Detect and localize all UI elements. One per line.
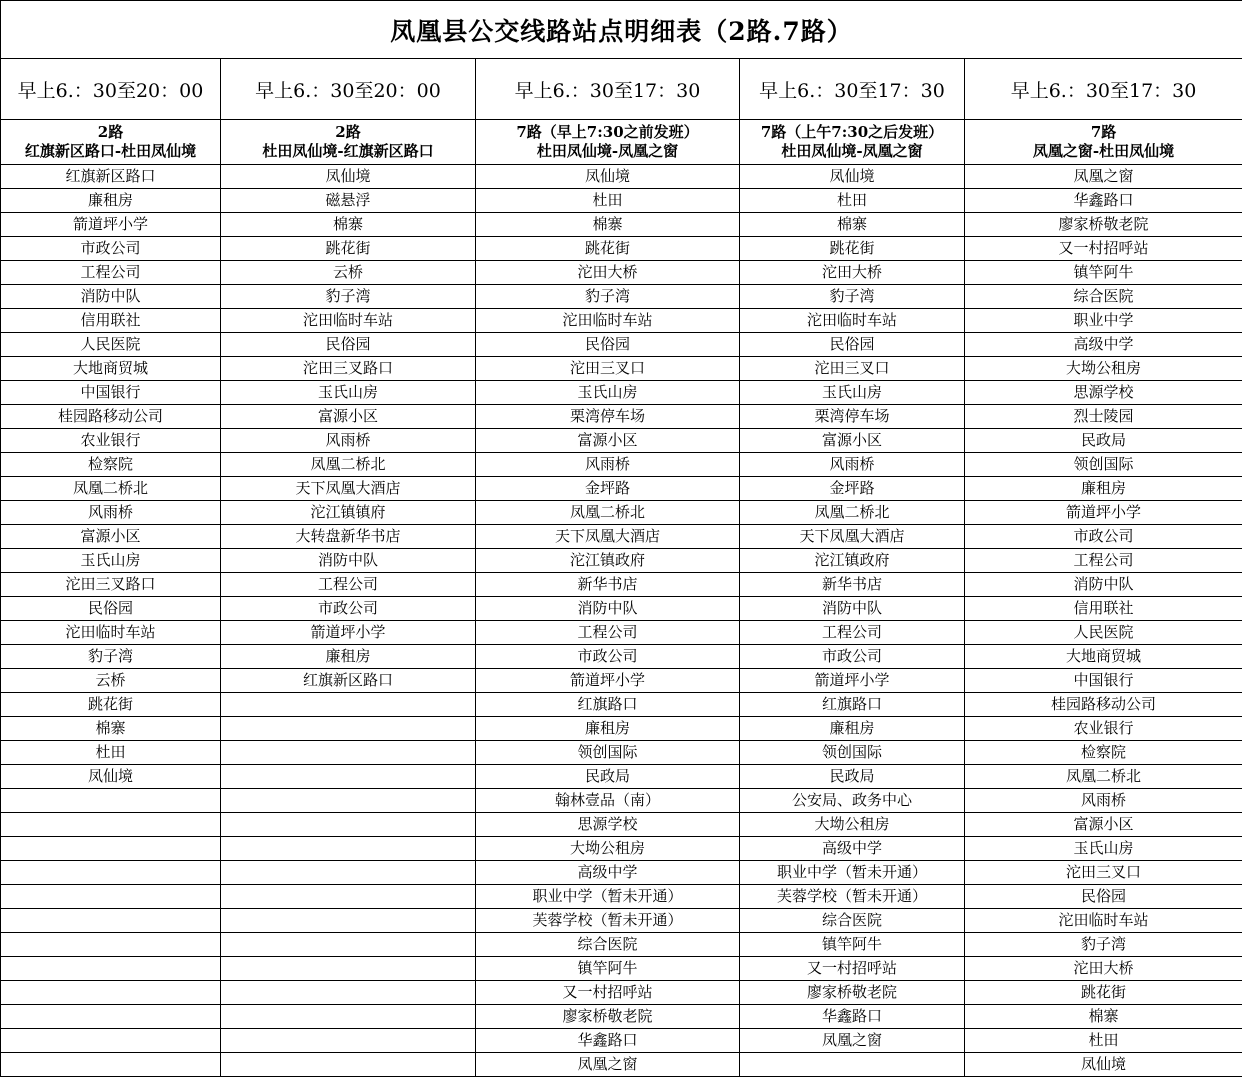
stop-cell: 市政公司 xyxy=(965,525,1242,549)
stop-cell: 跳花街 xyxy=(965,981,1242,1005)
stop-cell: 沱田大桥 xyxy=(476,261,740,285)
stop-cell: 富源小区 xyxy=(221,405,476,429)
stop-cell: 烈士陵园 xyxy=(965,405,1242,429)
stop-cell: 富源小区 xyxy=(740,429,965,453)
stop-cell: 沱田临时车站 xyxy=(740,309,965,333)
stop-row xyxy=(1,813,1242,837)
stop-cell: 凤凰之窗 xyxy=(740,1029,965,1053)
service-hours-cell: 早上6.：30至17：30 xyxy=(965,59,1242,120)
stop-cell: 镇竿阿牛 xyxy=(476,957,740,981)
stop-cell xyxy=(1,1029,221,1053)
stop-cell: 天下凤凰大酒店 xyxy=(221,477,476,501)
stop-row xyxy=(1,213,1242,237)
stop-cell: 凤仙境 xyxy=(476,165,740,189)
stop-cell: 职业中学（暂未开通） xyxy=(740,861,965,885)
stop-cell: 综合医院 xyxy=(476,933,740,957)
stop-cell: 消防中队 xyxy=(476,597,740,621)
stop-cell: 沱田大桥 xyxy=(740,261,965,285)
stop-cell: 红旗路口 xyxy=(740,693,965,717)
stop-cell: 沱田临时车站 xyxy=(965,909,1242,933)
stop-cell: 检察院 xyxy=(1,453,221,477)
stop-cell: 金坪路 xyxy=(476,477,740,501)
stop-cell xyxy=(1,933,221,957)
stop-cell: 玉氏山房 xyxy=(740,381,965,405)
stop-cell xyxy=(221,741,476,765)
stop-cell: 廉租房 xyxy=(221,645,476,669)
stop-cell: 凤凰之窗 xyxy=(965,165,1242,189)
stop-cell: 高级中学 xyxy=(740,837,965,861)
stop-cell: 市政公司 xyxy=(476,645,740,669)
stop-cell: 凤仙境 xyxy=(221,165,476,189)
stop-cell: 综合医院 xyxy=(740,909,965,933)
stop-cell: 领创国际 xyxy=(740,741,965,765)
stop-cell: 民政局 xyxy=(476,765,740,789)
stop-cell: 沱田大桥 xyxy=(965,957,1242,981)
stop-cell xyxy=(221,789,476,813)
stop-cell: 大地商贸城 xyxy=(965,645,1242,669)
stop-cell: 高级中学 xyxy=(476,861,740,885)
route-direction: 凤凰之窗-杜田凤仙境 xyxy=(1032,142,1175,160)
stop-cell: 凤凰二桥北 xyxy=(1,477,221,501)
stop-cell: 金坪路 xyxy=(740,477,965,501)
stop-row xyxy=(1,381,1242,405)
stop-cell xyxy=(221,1005,476,1029)
stop-row xyxy=(1,477,1242,501)
stop-row xyxy=(1,189,1242,213)
stop-cell: 消防中队 xyxy=(965,573,1242,597)
route-header-cell xyxy=(221,120,476,165)
stop-row xyxy=(1,645,1242,669)
route-direction: 红旗新区路口-杜田凤仙境 xyxy=(24,142,197,160)
stop-cell: 栗湾停车场 xyxy=(740,405,965,429)
stop-cell: 沱田临时车站 xyxy=(221,309,476,333)
stop-cell: 大坳公租房 xyxy=(476,837,740,861)
stop-cell: 杜田 xyxy=(965,1029,1242,1053)
stop-cell: 凤凰二桥北 xyxy=(965,765,1242,789)
stop-cell: 民俗园 xyxy=(221,333,476,357)
stop-cell: 风雨桥 xyxy=(965,789,1242,813)
page-title: 凤凰县公交线路站点明细表（2路.7路） xyxy=(1,1,1242,59)
stop-cell: 民政局 xyxy=(740,765,965,789)
stop-cell: 民政局 xyxy=(965,429,1242,453)
stop-cell: 棉寨 xyxy=(1,717,221,741)
stop-cell: 棉寨 xyxy=(221,213,476,237)
stop-cell: 红旗路口 xyxy=(476,693,740,717)
stop-cell: 工程公司 xyxy=(476,621,740,645)
stop-row xyxy=(1,861,1242,885)
stop-cell: 领创国际 xyxy=(965,453,1242,477)
stop-cell xyxy=(1,861,221,885)
stop-cell: 职业中学 xyxy=(965,309,1242,333)
stop-cell: 综合医院 xyxy=(965,285,1242,309)
stop-row xyxy=(1,525,1242,549)
stop-cell: 大转盘新华书店 xyxy=(221,525,476,549)
stop-cell: 玉氏山房 xyxy=(221,381,476,405)
route-direction: 杜田凤仙境-红旗新区路口 xyxy=(262,142,434,160)
stop-cell: 沱田三叉口 xyxy=(476,357,740,381)
stop-cell xyxy=(740,1053,965,1077)
stop-cell: 跳花街 xyxy=(1,693,221,717)
stop-row xyxy=(1,1005,1242,1029)
stop-row xyxy=(1,1053,1242,1077)
stop-row xyxy=(1,741,1242,765)
stop-cell: 公安局、政务中心 xyxy=(740,789,965,813)
stop-cell: 民俗园 xyxy=(740,333,965,357)
stop-cell: 凤仙境 xyxy=(1,765,221,789)
stop-row xyxy=(1,165,1242,189)
stop-cell: 凤凰二桥北 xyxy=(740,501,965,525)
stop-cell: 消防中队 xyxy=(740,597,965,621)
stop-row xyxy=(1,429,1242,453)
stop-cell: 红旗新区路口 xyxy=(1,165,221,189)
stop-row xyxy=(1,909,1242,933)
stop-cell: 高级中学 xyxy=(965,333,1242,357)
stop-cell xyxy=(1,813,221,837)
stop-cell: 又一村招呼站 xyxy=(476,981,740,1005)
stop-cell: 杜田 xyxy=(1,741,221,765)
stop-cell: 人民医院 xyxy=(965,621,1242,645)
stop-row xyxy=(1,1029,1242,1053)
stop-row xyxy=(1,357,1242,381)
stop-cell: 天下凤凰大酒店 xyxy=(476,525,740,549)
stop-cell: 芙蓉学校（暂未开通） xyxy=(740,885,965,909)
route-header-row xyxy=(1,120,1242,165)
stop-row xyxy=(1,549,1242,573)
stop-cell: 凤凰之窗 xyxy=(476,1053,740,1077)
stop-cell: 豹子湾 xyxy=(476,285,740,309)
stop-cell: 检察院 xyxy=(965,741,1242,765)
stop-row xyxy=(1,285,1242,309)
stop-cell: 市政公司 xyxy=(1,237,221,261)
stop-cell xyxy=(1,981,221,1005)
stop-cell: 豹子湾 xyxy=(740,285,965,309)
stop-cell: 磁悬浮 xyxy=(221,189,476,213)
stop-row xyxy=(1,309,1242,333)
stop-cell: 农业银行 xyxy=(1,429,221,453)
stop-cell xyxy=(221,885,476,909)
stop-cell xyxy=(221,1029,476,1053)
stop-cell: 工程公司 xyxy=(221,573,476,597)
stop-cell: 凤凰二桥北 xyxy=(476,501,740,525)
stop-row xyxy=(1,597,1242,621)
stop-cell: 跳花街 xyxy=(221,237,476,261)
stop-row xyxy=(1,885,1242,909)
stop-cell: 豹子湾 xyxy=(221,285,476,309)
stop-cell: 豹子湾 xyxy=(965,933,1242,957)
stop-cell: 富源小区 xyxy=(965,813,1242,837)
stop-row xyxy=(1,837,1242,861)
stop-cell: 华鑫路口 xyxy=(476,1029,740,1053)
stop-cell: 箭道坪小学 xyxy=(221,621,476,645)
stop-row xyxy=(1,573,1242,597)
stop-cell: 沱田三叉口 xyxy=(965,861,1242,885)
stop-cell: 玉氏山房 xyxy=(476,381,740,405)
stop-cell: 富源小区 xyxy=(476,429,740,453)
stop-cell xyxy=(221,933,476,957)
stop-cell: 工程公司 xyxy=(965,549,1242,573)
stop-cell: 民俗园 xyxy=(476,333,740,357)
stop-row xyxy=(1,693,1242,717)
route-number: 7路 xyxy=(1090,123,1117,141)
stop-cell: 领创国际 xyxy=(476,741,740,765)
stop-row xyxy=(1,501,1242,525)
stop-cell xyxy=(221,765,476,789)
stop-cell xyxy=(1,957,221,981)
stop-cell: 富源小区 xyxy=(1,525,221,549)
stop-cell xyxy=(221,813,476,837)
route-header-cell xyxy=(476,120,740,165)
stop-cell: 信用联社 xyxy=(1,309,221,333)
stop-cell: 人民医院 xyxy=(1,333,221,357)
stop-cell: 又一村招呼站 xyxy=(740,957,965,981)
stop-cell: 思源学校 xyxy=(476,813,740,837)
stop-cell: 镇竿阿牛 xyxy=(965,261,1242,285)
stop-cell: 豹子湾 xyxy=(1,645,221,669)
stop-cell: 玉氏山房 xyxy=(965,837,1242,861)
stop-row xyxy=(1,237,1242,261)
stop-cell: 桂园路移动公司 xyxy=(965,693,1242,717)
stop-cell xyxy=(221,957,476,981)
stop-cell: 风雨桥 xyxy=(476,453,740,477)
stop-cell: 廖家桥敬老院 xyxy=(740,981,965,1005)
stop-row xyxy=(1,957,1242,981)
stop-cell: 沱江镇镇府 xyxy=(221,501,476,525)
stop-cell: 云桥 xyxy=(1,669,221,693)
stop-cell xyxy=(1,789,221,813)
stop-row xyxy=(1,621,1242,645)
stop-cell: 棉寨 xyxy=(476,213,740,237)
stop-cell: 廖家桥敬老院 xyxy=(965,213,1242,237)
stop-cell: 云桥 xyxy=(221,261,476,285)
stop-cell: 箭道坪小学 xyxy=(965,501,1242,525)
stop-cell: 棉寨 xyxy=(740,213,965,237)
stop-cell: 凤凰二桥北 xyxy=(221,453,476,477)
route-header-cell xyxy=(740,120,965,165)
title-row xyxy=(1,1,1242,59)
stop-cell: 大坳公租房 xyxy=(740,813,965,837)
stop-cell: 市政公司 xyxy=(740,645,965,669)
stop-cell: 凤仙境 xyxy=(965,1053,1242,1077)
stop-cell: 箭道坪小学 xyxy=(476,669,740,693)
stop-cell: 芙蓉学校（暂未开通） xyxy=(476,909,740,933)
route-header-cell xyxy=(965,120,1242,165)
stop-cell: 廉租房 xyxy=(476,717,740,741)
stop-cell xyxy=(1,837,221,861)
stop-cell: 翰林壹品（南） xyxy=(476,789,740,813)
stop-cell: 沱田临时车站 xyxy=(1,621,221,645)
stop-cell: 大坳公租房 xyxy=(965,357,1242,381)
stop-cell: 沱田三叉口 xyxy=(740,357,965,381)
stop-cell: 玉氏山房 xyxy=(1,549,221,573)
stop-cell: 沱江镇政府 xyxy=(476,549,740,573)
stop-cell: 工程公司 xyxy=(740,621,965,645)
stop-cell xyxy=(1,909,221,933)
route-number: 7路（上午7:30之后发班） xyxy=(760,123,944,141)
time-row xyxy=(1,59,1242,120)
stop-cell: 中国银行 xyxy=(1,381,221,405)
stop-row xyxy=(1,333,1242,357)
stop-cell: 凤仙境 xyxy=(740,165,965,189)
stop-cell: 跳花街 xyxy=(740,237,965,261)
route-number: 7路（早上7:30之前发班） xyxy=(516,123,699,141)
stop-cell: 廖家桥敬老院 xyxy=(476,1005,740,1029)
stop-cell: 民俗园 xyxy=(965,885,1242,909)
stop-cell: 新华书店 xyxy=(740,573,965,597)
route-number: 2路 xyxy=(97,123,124,141)
stop-cell: 中国银行 xyxy=(965,669,1242,693)
service-hours-cell: 早上6.：30至17：30 xyxy=(476,59,740,120)
stop-cell xyxy=(1,885,221,909)
stop-cell: 思源学校 xyxy=(965,381,1242,405)
stop-cell: 职业中学（暂未开通） xyxy=(476,885,740,909)
stop-cell: 沱江镇政府 xyxy=(740,549,965,573)
stop-cell: 市政公司 xyxy=(221,597,476,621)
stop-cell: 工程公司 xyxy=(1,261,221,285)
route-direction: 杜田凤仙境-凤凰之窗 xyxy=(781,142,923,160)
stop-cell: 天下凤凰大酒店 xyxy=(740,525,965,549)
stop-cell: 沱田临时车站 xyxy=(476,309,740,333)
stop-row xyxy=(1,789,1242,813)
stop-cell: 桂园路移动公司 xyxy=(1,405,221,429)
service-hours-cell: 早上6.：30至20：00 xyxy=(221,59,476,120)
stop-row xyxy=(1,405,1242,429)
stop-cell xyxy=(1,1053,221,1077)
stop-row xyxy=(1,933,1242,957)
stop-cell: 农业银行 xyxy=(965,717,1242,741)
stop-cell xyxy=(221,693,476,717)
route-number: 2路 xyxy=(335,123,361,141)
stop-row xyxy=(1,261,1242,285)
stop-cell: 华鑫路口 xyxy=(965,189,1242,213)
stop-cell: 消防中队 xyxy=(1,285,221,309)
stop-cell: 棉寨 xyxy=(965,1005,1242,1029)
service-hours-cell: 早上6.：30至17：30 xyxy=(740,59,965,120)
route-header-cell xyxy=(1,120,221,165)
stop-cell: 镇竿阿牛 xyxy=(740,933,965,957)
stop-cell: 信用联社 xyxy=(965,597,1242,621)
stop-cell: 沱田三叉路口 xyxy=(221,357,476,381)
stop-cell: 跳花街 xyxy=(476,237,740,261)
stop-cell: 又一村招呼站 xyxy=(965,237,1242,261)
stop-cell: 箭道坪小学 xyxy=(1,213,221,237)
stop-cell: 大地商贸城 xyxy=(1,357,221,381)
stop-cell: 华鑫路口 xyxy=(740,1005,965,1029)
stop-cell: 风雨桥 xyxy=(1,501,221,525)
stop-cell: 风雨桥 xyxy=(221,429,476,453)
stop-cell xyxy=(221,1053,476,1077)
stop-cell: 民俗园 xyxy=(1,597,221,621)
stop-row xyxy=(1,765,1242,789)
stop-cell: 杜田 xyxy=(740,189,965,213)
stop-cell: 消防中队 xyxy=(221,549,476,573)
stop-row xyxy=(1,981,1242,1005)
stop-cell xyxy=(221,717,476,741)
stop-row xyxy=(1,453,1242,477)
stop-row xyxy=(1,717,1242,741)
stop-cell: 红旗新区路口 xyxy=(221,669,476,693)
service-hours-cell: 早上6.：30至20：00 xyxy=(1,59,221,120)
stop-cell xyxy=(1,1005,221,1029)
stop-cell xyxy=(221,909,476,933)
stop-cell: 栗湾停车场 xyxy=(476,405,740,429)
stop-cell: 廉租房 xyxy=(1,189,221,213)
stop-cell: 箭道坪小学 xyxy=(740,669,965,693)
stop-cell: 廉租房 xyxy=(740,717,965,741)
stop-cell: 新华书店 xyxy=(476,573,740,597)
stop-cell xyxy=(221,837,476,861)
stop-cell: 风雨桥 xyxy=(740,453,965,477)
stop-row xyxy=(1,669,1242,693)
stop-cell: 沱田三叉路口 xyxy=(1,573,221,597)
stop-cell: 杜田 xyxy=(476,189,740,213)
stop-cell: 廉租房 xyxy=(965,477,1242,501)
stop-cell xyxy=(221,861,476,885)
route-direction: 杜田凤仙境-凤凰之窗 xyxy=(536,142,679,160)
stop-cell xyxy=(221,981,476,1005)
